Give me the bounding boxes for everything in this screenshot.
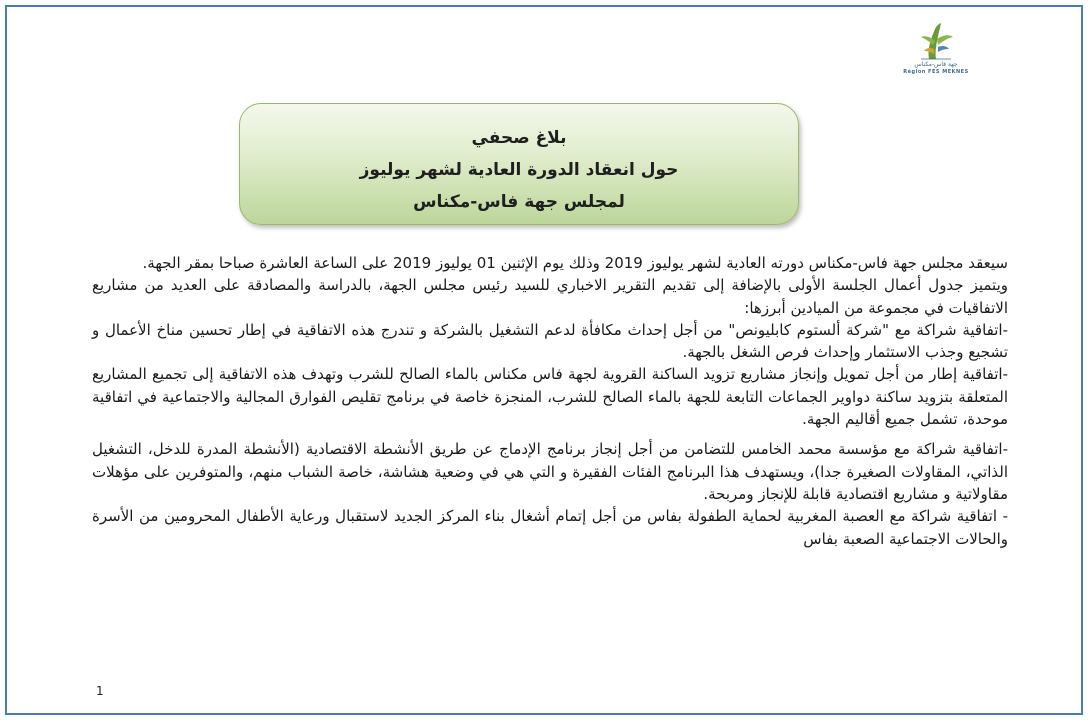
logo-arabic-text: جهة فاس-مكناس <box>914 61 958 68</box>
paragraph-foundation-agreement: -اتفاقية شراكة مع مؤسسة محمد الخامس للتضامن من أجل إنجاز برنامج الإدماج عن طريق الأنشطة الاقتصادية (الأنشطة المدرة للدخل، التشغيل الذاتي، المقاولات الصغيرة جدا)، ويستهدف هذا البرنامج الفئات الفقيرة و التي هي في وضعية هشاشة، خاصة الشباب منهم، والمتوفرين على مؤهلات مقاولاتية و مشاريع اقتصادية قابلة للإنجاز ومربحة. <box>92 440 1008 503</box>
page-number: 1 <box>96 684 104 698</box>
paragraph-childhood-agreement: - اتفاقية شراكة مع العصبة المغربية لحماية الطفولة بفاس من أجل إتمام أشغال بناء المركز الجديد لاستقبال ورعاية الأطفال المحرومين من الأسرة والحالات الاجتماعية الصعبة بفاس <box>92 507 1008 548</box>
press-release-title-box <box>239 103 799 225</box>
paragraph-alstom-agreement: -اتفاقية شراكة مع "شركة ألستوم كابليونص" من أجل إحداث مكافأة لدعم التشغيل بالشركة و تندرج هذه الاتفاقية في إطار تحسين مناخ الأعمال و تشجيع وجذب الاستثمار وإحداث فرص الشغل بالجهة. <box>92 320 1008 362</box>
tree-logo-icon <box>891 21 981 61</box>
paragraph-water-agreement: -اتفاقية إطار من أجل تمويل وإنجاز مشاريع تزويد الساكنة القروية لجهة فاس مكناس بالماء الصالح للشرب وتهدف هذه الاتفاقية إلى تجميع المشاريع المتعلقة بتزويد ساكنة دواوير الجماعات التابعة للجهة بالماء الصالح للشرب، المنجزة خاصة في برنامج تقليص الفوارق المجالية والاجتماعية في اتفاقية موحدة، تشمل جميع أقاليم الجهة. <box>92 365 1008 429</box>
logo-latin-text: Région FES MEKNES <box>903 69 969 75</box>
region-logo <box>891 21 981 81</box>
paragraph-session-announcement: سيعقد مجلس جهة فاس-مكناس دورته العادية لشهر يوليوز 2019 وذلك يوم الإثنين 01 يوليوز 2019 على الساعة العاشرة صباحا بمقر الجهة. <box>142 254 1008 272</box>
paragraph-agenda: ويتميز جدول أعمال الجلسة الأولى بالإضافة إلى تقديم التقرير الاخباري للسيد رئيس مجلس الجهة، بالدراسة والمصادقة على العديد من مشاريع الاتفاقيات في مجموعة من الميادين أبرزها: <box>92 276 1008 317</box>
title-subject: حول انعقاد الدورة العادية لشهر يوليوز <box>359 160 679 180</box>
press-release-body <box>92 252 1008 550</box>
title-council: لمجلس جهة فاس-مكناس <box>413 192 625 212</box>
title-heading: بلاغ صحفي <box>471 128 567 148</box>
